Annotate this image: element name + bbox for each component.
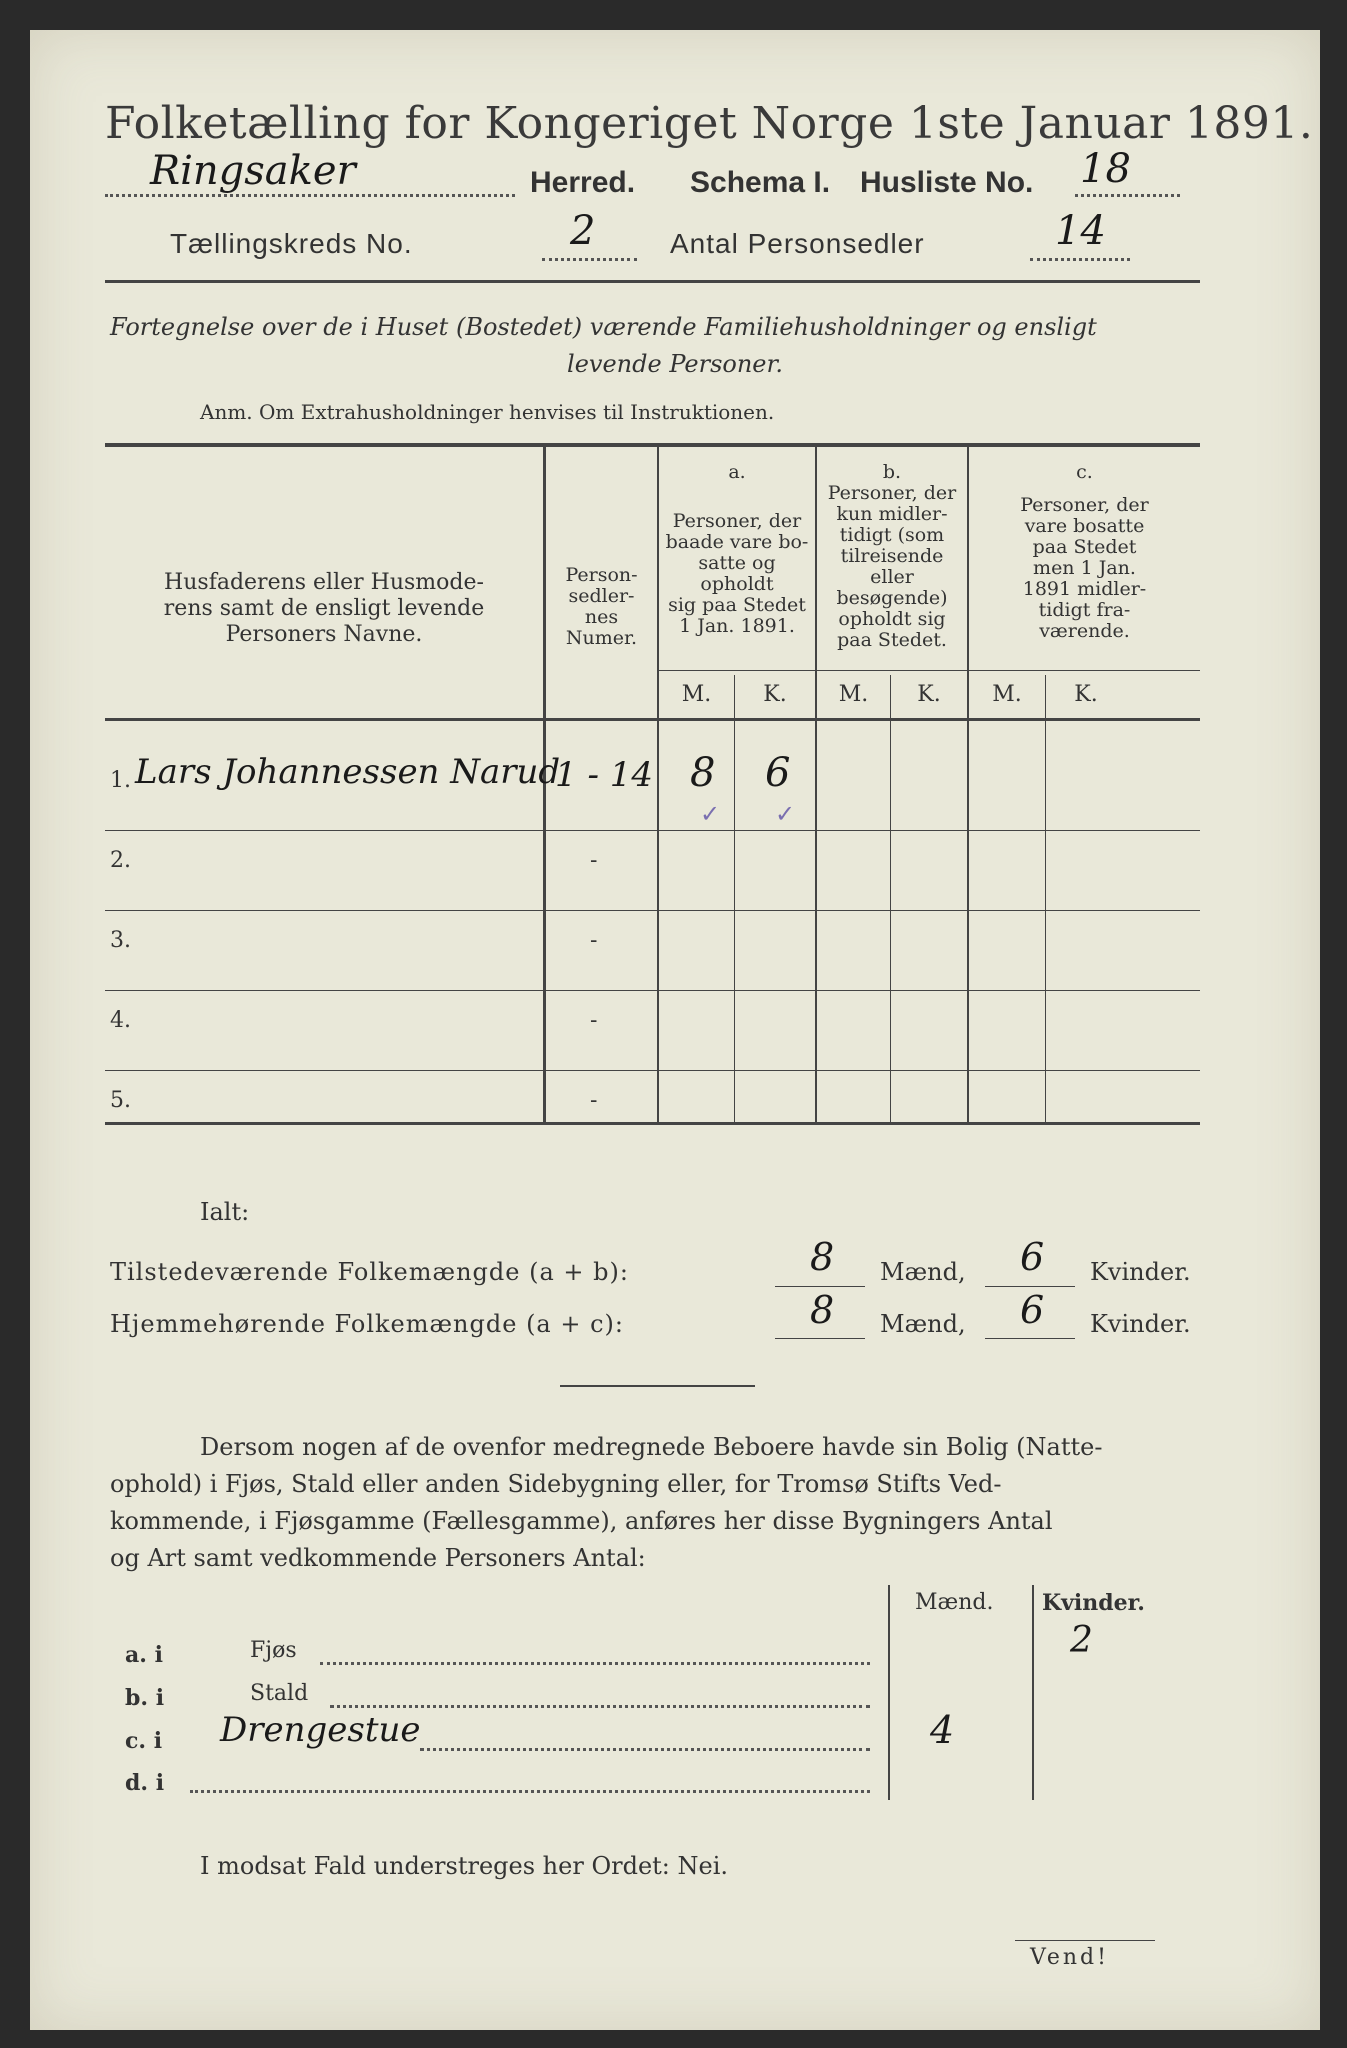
col-head-b-l5: eller [870,566,914,588]
row-1-sedler: 1 - 14 [555,755,653,795]
notice-line-3: kommende, i Fjøsgamme (Fællesgamme), anføres her disse Bygningers Antal [110,1507,1053,1535]
col-divider-c-mk [1045,675,1046,1122]
antal-field-line [1030,258,1130,261]
col-head-sedler-l3: nes [584,606,619,628]
row-5-number: 5. [110,1088,131,1113]
col-head-names-l3: Personers Navne. [225,622,423,647]
table-top-rule [105,443,1200,447]
col-head-sedler-l4: Numer. [565,627,638,649]
building-a-name: Fjøs [250,1638,297,1663]
col-head-b-l6: besøgende) [836,587,948,609]
tilstede-kvinder-label: Kvinder. [1090,1258,1191,1286]
tilstede-maend-label: Mænd, [880,1258,966,1286]
notice-line-2: ophold) i Fjøs, Stald eller anden Sidebygning eller, for Tromsø Stifts Ved- [110,1470,1002,1498]
building-c-name: Drengestue [220,1710,421,1750]
building-c-maend-value: 4 [930,1708,955,1752]
table-header-rule [105,718,1200,721]
header-rule [105,280,1200,283]
mk-rule [657,670,1200,671]
antal-number: 14 [1055,208,1106,254]
row-rule-4 [105,1070,1200,1071]
col-head-names-l2: rens samt de ensligt levende [163,596,485,621]
ialt-label: Ialt: [200,1198,250,1226]
herred-field-line [105,194,515,197]
row-1-a-k: 6 [765,750,791,796]
col-head-a-l2: baade vare bo- [665,531,809,553]
col-head-c-letter: c. [1076,461,1093,483]
row-1-number: 1. [110,768,131,793]
row-4-sedler: - [590,1008,598,1033]
col-head-c-l7: værende. [1039,620,1130,642]
kreds-number: 2 [570,208,596,254]
col-head-c-l1: Personer, der [1020,494,1149,516]
building-b-dots [330,1705,870,1708]
vend-label: Vend! [1030,1945,1109,1970]
census-form [30,30,1320,2030]
building-d-label: d. i [125,1770,165,1796]
row-3-number: 3. [110,928,131,953]
col-head-a [659,462,815,637]
row-rule-1 [105,830,1200,831]
antal-label: Antal Personsedler [670,228,925,259]
row-1-a-k-check-icon: ✓ [775,800,796,828]
col-c-k: K. [1074,682,1098,707]
tilstede-label: Tilstedeværende Folkemængde (a + b): [110,1258,629,1286]
section-divider [560,1385,755,1387]
col-head-b-l8: paa Stedet. [837,629,947,651]
form-title: Folketælling for Kongeriget Norge 1ste Januar 1891. [105,98,1314,149]
col-b-k: K. [917,682,941,707]
hjemme-label: Hjemmehørende Folkemængde (a + c): [110,1310,624,1338]
husliste-number: 18 [1080,146,1131,192]
buildings-divider-2 [1032,1585,1034,1800]
row-1-a-m: 8 [690,750,716,796]
col-divider-a-mk [734,675,735,1122]
hjemme-maend-label: Mænd, [880,1310,966,1338]
tilstede-maend-line [775,1286,865,1287]
col-head-b-l1: Personer, der [827,482,957,504]
row-5-sedler: - [590,1088,598,1113]
col-head-a-l1: Personer, der [672,510,802,532]
col-head-b-letter: b. [882,461,902,483]
anm-note: Anm. Om Extrahusholdninger henvises til Instruktionen. [200,400,775,424]
husliste-field-line [1075,194,1180,197]
col-head-c-l3: paa Stedet [1032,536,1137,558]
col-head-c-l6: tidigt fra- [1038,599,1131,621]
row-2-sedler: - [590,848,598,873]
col-divider-b-mk [890,675,891,1122]
tilstede-kvinder-line [985,1286,1075,1287]
building-a-dots [320,1662,870,1665]
hjemme-kvinder-label: Kvinder. [1090,1310,1191,1338]
row-1-name: Lars Johannessen Narud [135,752,561,792]
hjemme-maend-line [775,1338,865,1339]
husliste-label: Husliste No. [860,166,1034,199]
intro-line-2: levende Personer. [567,350,783,378]
hjemme-maend-value: 8 [810,1288,835,1332]
building-a-kvinder-value: 2 [1070,1620,1093,1661]
col-head-c-l2: vare bosatte [1024,515,1145,537]
col-head-c [969,462,1200,642]
buildings-kvinder-head: Kvinder. [1042,1590,1145,1616]
buildings-maend-head: Mænd. [915,1590,994,1615]
col-a-m: M. [681,682,712,707]
kreds-label: Tællingskreds No. [170,228,413,259]
row-1-a-m-check-icon: ✓ [700,800,721,828]
notice-line-4: og Art samt vedkommende Personers Antal: [110,1544,646,1572]
row-rule-2 [105,910,1200,911]
col-head-b [817,462,967,651]
col-head-names-l1: Husfaderens eller Husmode- [164,570,484,595]
col-head-sedler-l2: sedler- [568,585,635,607]
col-head-c-l5: 1891 midler- [1022,578,1147,600]
building-b-label: b. i [125,1685,165,1711]
col-head-sedler-l1: Person- [565,564,638,586]
building-a-label: a. i [125,1642,163,1668]
building-d-dots [190,1790,870,1793]
herred-label: Herred. [530,166,636,199]
herred-name: Ringsaker [150,148,356,194]
notice-line-1: Dersom nogen af de ovenfor medregnede Beboere havde sin Bolig (Natte- [200,1433,1103,1461]
col-head-b-l2: kun midler- [836,503,948,525]
col-head-a-l3: satte og opholdt [698,552,776,595]
col-head-names [105,570,543,648]
vend-line [1015,1940,1155,1941]
col-a-k: K. [763,682,787,707]
hjemme-kvinder-value: 6 [1020,1288,1045,1332]
row-4-number: 4. [110,1008,131,1033]
col-head-a-letter: a. [728,461,746,483]
table-bottom-rule [105,1122,1200,1125]
building-c-label: c. i [125,1728,163,1754]
col-head-b-l7: opholdt sig [838,608,946,630]
buildings-divider-1 [888,1585,890,1800]
col-head-b-l4: tilreisende [840,545,944,567]
modsat-note: I modsat Fald understreges her Ordet: Nei. [200,1852,729,1880]
col-head-c-l4: men 1 Jan. [1033,557,1136,579]
col-head-sedler [546,565,657,649]
col-b-m: M. [838,682,869,707]
tilstede-kvinder-value: 6 [1020,1235,1045,1279]
col-head-a-l5: 1 Jan. 1891. [679,615,795,637]
col-head-b-l3: tidigt (som [839,524,945,546]
row-rule-3 [105,990,1200,991]
col-head-a-l4: sig paa Stedet [668,594,806,616]
building-b-name: Stald [250,1681,309,1706]
col-c-m: M. [992,682,1022,707]
hjemme-kvinder-line [985,1338,1075,1339]
kreds-field-line [542,258,637,261]
tilstede-maend-value: 8 [810,1235,835,1279]
building-c-dots [420,1748,870,1751]
schema-label: Schema I. [690,166,831,199]
intro-line-1: Fortegnelse over de i Huset (Bostedet) værende Familiehusholdninger og ensligt [110,313,1097,341]
row-3-sedler: - [590,928,598,953]
row-2-number: 2. [110,848,131,873]
